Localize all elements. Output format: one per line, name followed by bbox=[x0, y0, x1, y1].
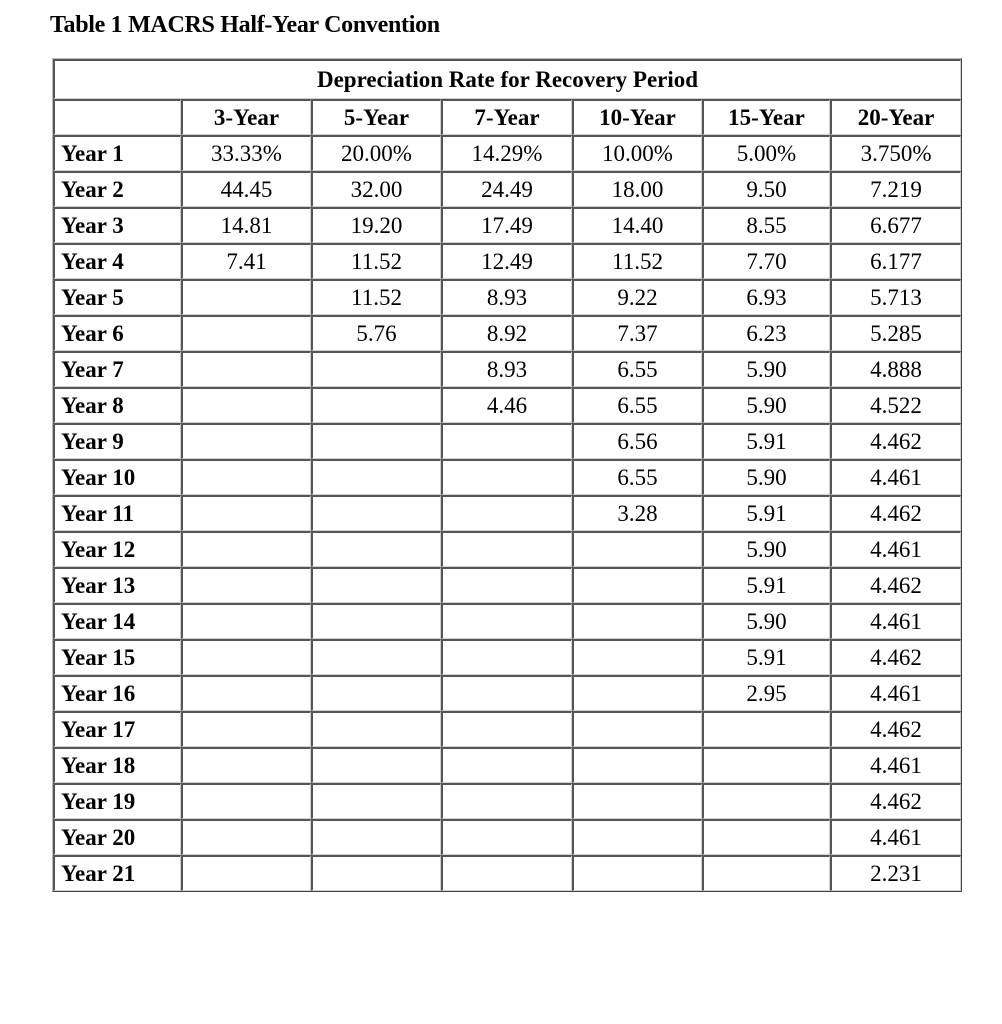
group-header-row bbox=[53, 59, 961, 99]
rate-cell bbox=[181, 351, 311, 387]
rate-cell bbox=[181, 531, 311, 567]
rate-cell: 8.55 bbox=[702, 207, 830, 243]
rate-cell: 6.55 bbox=[572, 351, 702, 387]
rate-cell: 19.20 bbox=[311, 207, 441, 243]
rate-cell: 9.50 bbox=[702, 171, 830, 207]
rate-cell: 5.90 bbox=[702, 387, 830, 423]
rate-cell bbox=[311, 675, 441, 711]
rate-cell bbox=[181, 567, 311, 603]
table-row bbox=[53, 207, 961, 243]
page-title: Table 1 MACRS Half-Year Convention bbox=[50, 12, 440, 38]
rate-cell: 4.461 bbox=[830, 603, 961, 639]
rate-cell bbox=[441, 675, 572, 711]
rate-cell bbox=[441, 603, 572, 639]
rate-cell: 8.93 bbox=[441, 279, 572, 315]
row-label: Year 19 bbox=[53, 783, 181, 819]
rate-cell bbox=[702, 747, 830, 783]
rate-cell: 7.41 bbox=[181, 243, 311, 279]
rate-cell: 2.231 bbox=[830, 855, 961, 891]
rate-cell: 4.46 bbox=[441, 387, 572, 423]
rate-cell: 4.462 bbox=[830, 639, 961, 675]
table-row bbox=[53, 171, 961, 207]
row-label: Year 7 bbox=[53, 351, 181, 387]
rate-cell: 5.91 bbox=[702, 567, 830, 603]
rate-cell bbox=[572, 819, 702, 855]
rate-cell bbox=[181, 387, 311, 423]
column-header: 20-Year bbox=[830, 99, 961, 135]
rate-cell bbox=[181, 315, 311, 351]
rate-cell bbox=[572, 639, 702, 675]
rate-cell: 4.461 bbox=[830, 819, 961, 855]
row-label: Year 3 bbox=[53, 207, 181, 243]
rate-cell bbox=[441, 639, 572, 675]
rate-cell bbox=[441, 567, 572, 603]
row-label: Year 14 bbox=[53, 603, 181, 639]
rate-cell: 12.49 bbox=[441, 243, 572, 279]
rate-cell bbox=[572, 675, 702, 711]
rate-cell bbox=[702, 783, 830, 819]
table-row bbox=[53, 675, 961, 711]
row-label: Year 17 bbox=[53, 711, 181, 747]
rate-cell bbox=[572, 711, 702, 747]
group-header: Depreciation Rate for Recovery Period bbox=[53, 59, 961, 99]
row-label: Year 15 bbox=[53, 639, 181, 675]
rate-cell bbox=[702, 855, 830, 891]
rate-cell: 4.461 bbox=[830, 531, 961, 567]
table-body bbox=[53, 135, 961, 891]
table-row bbox=[53, 567, 961, 603]
rate-cell: 14.29% bbox=[441, 135, 572, 171]
rate-cell bbox=[572, 567, 702, 603]
rate-cell bbox=[181, 495, 311, 531]
rate-cell: 32.00 bbox=[311, 171, 441, 207]
rate-cell: 4.461 bbox=[830, 675, 961, 711]
rate-cell: 6.56 bbox=[572, 423, 702, 459]
rate-cell: 4.462 bbox=[830, 495, 961, 531]
row-label: Year 4 bbox=[53, 243, 181, 279]
rate-cell bbox=[572, 603, 702, 639]
rate-cell: 17.49 bbox=[441, 207, 572, 243]
rate-cell: 6.177 bbox=[830, 243, 961, 279]
rate-cell bbox=[441, 423, 572, 459]
rate-cell bbox=[311, 423, 441, 459]
row-label: Year 9 bbox=[53, 423, 181, 459]
rate-cell: 5.90 bbox=[702, 351, 830, 387]
rate-cell bbox=[181, 783, 311, 819]
row-label: Year 18 bbox=[53, 747, 181, 783]
column-header-row bbox=[53, 99, 961, 135]
rate-cell bbox=[181, 855, 311, 891]
rate-cell: 5.90 bbox=[702, 603, 830, 639]
rate-cell: 18.00 bbox=[572, 171, 702, 207]
table-row bbox=[53, 351, 961, 387]
rate-cell bbox=[181, 279, 311, 315]
rate-cell: 4.462 bbox=[830, 423, 961, 459]
column-header: 3-Year bbox=[181, 99, 311, 135]
rate-cell bbox=[572, 783, 702, 819]
rate-cell bbox=[572, 531, 702, 567]
rate-cell: 11.52 bbox=[572, 243, 702, 279]
rate-cell: 5.90 bbox=[702, 459, 830, 495]
rate-cell: 5.285 bbox=[830, 315, 961, 351]
row-label: Year 13 bbox=[53, 567, 181, 603]
rate-cell: 5.00% bbox=[702, 135, 830, 171]
rate-cell bbox=[441, 747, 572, 783]
rate-cell bbox=[441, 459, 572, 495]
rate-cell: 33.33% bbox=[181, 135, 311, 171]
table-row bbox=[53, 423, 961, 459]
rate-cell bbox=[311, 639, 441, 675]
rate-cell: 4.522 bbox=[830, 387, 961, 423]
row-label: Year 5 bbox=[53, 279, 181, 315]
table-row bbox=[53, 459, 961, 495]
rate-cell bbox=[441, 495, 572, 531]
rate-cell: 6.677 bbox=[830, 207, 961, 243]
column-header: 7-Year bbox=[441, 99, 572, 135]
rate-cell bbox=[311, 459, 441, 495]
rate-cell: 11.52 bbox=[311, 243, 441, 279]
rate-cell: 14.81 bbox=[181, 207, 311, 243]
macrs-depreciation-table bbox=[52, 58, 962, 892]
row-label: Year 8 bbox=[53, 387, 181, 423]
rate-cell: 7.219 bbox=[830, 171, 961, 207]
table-row bbox=[53, 783, 961, 819]
rate-cell: 3.750% bbox=[830, 135, 961, 171]
row-label: Year 2 bbox=[53, 171, 181, 207]
column-header: 5-Year bbox=[311, 99, 441, 135]
row-label: Year 1 bbox=[53, 135, 181, 171]
row-label: Year 20 bbox=[53, 819, 181, 855]
rate-cell: 3.28 bbox=[572, 495, 702, 531]
rate-cell bbox=[181, 819, 311, 855]
corner-cell bbox=[53, 99, 181, 135]
rate-cell bbox=[311, 783, 441, 819]
table-row bbox=[53, 135, 961, 171]
rate-cell bbox=[181, 423, 311, 459]
rate-cell bbox=[181, 639, 311, 675]
rate-cell: 14.40 bbox=[572, 207, 702, 243]
rate-cell: 6.23 bbox=[702, 315, 830, 351]
rate-cell: 4.888 bbox=[830, 351, 961, 387]
row-label: Year 10 bbox=[53, 459, 181, 495]
rate-cell: 7.70 bbox=[702, 243, 830, 279]
rate-cell: 9.22 bbox=[572, 279, 702, 315]
table-row bbox=[53, 855, 961, 891]
rate-cell bbox=[181, 747, 311, 783]
rate-cell: 5.76 bbox=[311, 315, 441, 351]
rate-cell: 2.95 bbox=[702, 675, 830, 711]
row-label: Year 16 bbox=[53, 675, 181, 711]
rate-cell bbox=[441, 783, 572, 819]
row-label: Year 6 bbox=[53, 315, 181, 351]
rate-cell: 4.461 bbox=[830, 747, 961, 783]
rate-cell: 5.91 bbox=[702, 639, 830, 675]
rate-cell: 6.93 bbox=[702, 279, 830, 315]
rate-cell bbox=[441, 855, 572, 891]
table-row bbox=[53, 819, 961, 855]
rate-cell: 4.461 bbox=[830, 459, 961, 495]
table-row bbox=[53, 387, 961, 423]
rate-cell bbox=[311, 819, 441, 855]
rate-cell bbox=[572, 855, 702, 891]
rate-cell: 5.91 bbox=[702, 495, 830, 531]
rate-cell bbox=[311, 711, 441, 747]
rate-cell: 8.93 bbox=[441, 351, 572, 387]
rate-cell bbox=[311, 351, 441, 387]
rate-cell bbox=[311, 495, 441, 531]
table-row bbox=[53, 495, 961, 531]
rate-cell: 7.37 bbox=[572, 315, 702, 351]
column-header: 10-Year bbox=[572, 99, 702, 135]
rate-cell: 4.462 bbox=[830, 567, 961, 603]
rate-cell bbox=[572, 747, 702, 783]
table-row bbox=[53, 531, 961, 567]
row-label: Year 11 bbox=[53, 495, 181, 531]
column-header: 15-Year bbox=[702, 99, 830, 135]
rate-cell bbox=[181, 711, 311, 747]
rate-cell bbox=[181, 459, 311, 495]
rate-cell bbox=[702, 819, 830, 855]
row-label: Year 12 bbox=[53, 531, 181, 567]
rate-cell bbox=[441, 819, 572, 855]
rate-cell: 8.92 bbox=[441, 315, 572, 351]
rate-cell bbox=[311, 855, 441, 891]
rate-cell: 4.462 bbox=[830, 711, 961, 747]
rate-cell bbox=[311, 387, 441, 423]
table-row bbox=[53, 243, 961, 279]
table-row bbox=[53, 279, 961, 315]
rate-cell: 6.55 bbox=[572, 387, 702, 423]
rate-cell: 5.713 bbox=[830, 279, 961, 315]
rate-cell bbox=[181, 675, 311, 711]
rate-cell bbox=[441, 531, 572, 567]
rate-cell bbox=[311, 747, 441, 783]
rate-cell: 44.45 bbox=[181, 171, 311, 207]
rate-cell: 5.90 bbox=[702, 531, 830, 567]
rate-cell bbox=[311, 531, 441, 567]
table-row bbox=[53, 315, 961, 351]
rate-cell: 5.91 bbox=[702, 423, 830, 459]
table-row bbox=[53, 747, 961, 783]
table-row bbox=[53, 603, 961, 639]
rate-cell: 20.00% bbox=[311, 135, 441, 171]
rate-cell bbox=[181, 603, 311, 639]
rate-cell: 24.49 bbox=[441, 171, 572, 207]
rate-cell: 10.00% bbox=[572, 135, 702, 171]
table-row bbox=[53, 711, 961, 747]
rate-cell: 11.52 bbox=[311, 279, 441, 315]
rate-cell bbox=[311, 567, 441, 603]
rate-cell: 4.462 bbox=[830, 783, 961, 819]
rate-cell bbox=[441, 711, 572, 747]
rate-cell: 6.55 bbox=[572, 459, 702, 495]
table-row bbox=[53, 639, 961, 675]
rate-cell bbox=[311, 603, 441, 639]
rate-cell bbox=[702, 711, 830, 747]
row-label: Year 21 bbox=[53, 855, 181, 891]
